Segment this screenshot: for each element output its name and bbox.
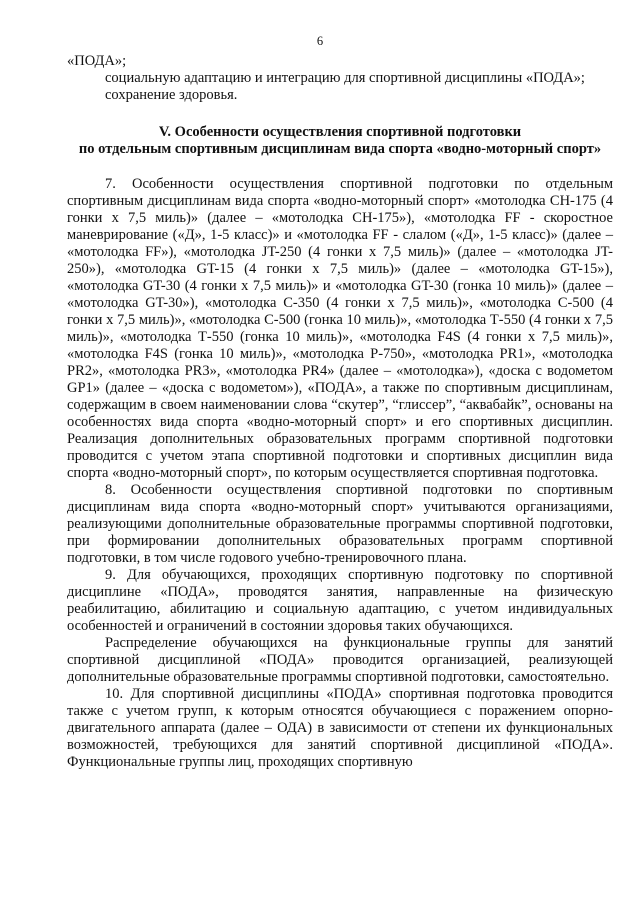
section-heading-line: по отдельным спортивным дисциплинам вида спорта «водно-моторный спорт» bbox=[78, 141, 602, 157]
paragraph-10: 10. Для спортивной дисциплины «ПОДА» спортивная подготовка проводится также с учетом групп, к которым относятся обучающиеся с поражением опорно-двигательного аппарата (далее – ОДА) в зависимости от степени их функциональных возможностей, требующихся для занятий спортивной дисциплиной «ПОДА». Функциональные группы лиц, проходящих спортивную bbox=[67, 686, 613, 770]
page-number: 6 bbox=[316, 34, 324, 48]
list-line: «ПОДА»; bbox=[67, 53, 127, 69]
section-heading bbox=[67, 124, 613, 158]
section-heading-line: V. Особенности осуществления спортивной подготовки bbox=[158, 124, 522, 140]
list-line: социальную адаптацию и интеграцию для спортивной дисциплины «ПОДА»; bbox=[105, 70, 585, 86]
document-body bbox=[67, 53, 613, 771]
list-line: сохранение здоровья. bbox=[105, 87, 238, 103]
paragraph-distribution: Распределение обучающихся на функциональные группы для занятий спортивной дисциплиной «ПОДА» проводится организацией, реализующей дополнительные образовательные программы спортивной подготовки, самостоятельно. bbox=[67, 635, 613, 685]
paragraph-9: 9. Для обучающихся, проходящих спортивную подготовку по спортивной дисциплине «ПОДА», проводятся занятия, направленные на физическую реабилитацию, абилитацию и социальную адаптацию, с учетом индивидуальных особенностей и ограничений в состоянии здоровья таких обучающихся. bbox=[67, 567, 613, 634]
paragraph-7: 7. Особенности осуществления спортивной подготовки по отдельным спортивным дисциплинам вида спорта «водно-моторный спорт» «мотолодка СН-175 (4 гонки х 7,5 миль)» (далее – «мотолодка СН-175»), «мотолодка FF - скоростное маневрирование («Д», 1-5 класс)» и «мотолодка FF - слалом («Д», 1-5 класс)» (далее – «мотолодка FF»), «мотолодка JT-250 (4 гонки х 7,5 миль)» (далее – «мотолодка JT-250»), «мотолодка GT-15 (4 гонки х 7,5 миль)» (далее – «мотолодка GT-15»), «мотолодка GT-30 (4 гонки х 7,5 миль)» и «мотолодка GT-30 (гонка 10 миль)» (далее – «мотолодка GT-30»), «мотолодка С-350 (4 гонки х 7,5 миль)», «мотолодка С-500 (4 гонки х 7,5 миль)», «мотолодка С-500 (гонка 10 миль)», «мотолодка Т-550 (4 гонки х 7,5 миль)», «мотолодка Т-550 (гонка 10 миль)», «мотолодка F4S (4 гонки х 7,5 миль)», «мотолодка F4S (гонка 10 миль)», «мотолодка Р-750», «мотолодка PR1», «мотолодка PR2», «мотолодка PR3», «мотолодка PR4» (далее – «мотолодка»), «доска с водометом GP1» (далее – «доска с водометом»), «ПОДА», а также по спортивным дисциплинам, содержащим в своем наименовании слова “скутер”, “глиссер”, “аквабайк”, основаны на особенностях вида спорта «водно-моторный спорт» и его спортивных дисциплин. Реализация дополнительных образовательных программ спортивной подготовки проводится с учетом этапа спортивной подготовки и спортивных дисциплин вида спорта «водно-моторный спорт», по которым осуществляется спортивная подготовка. bbox=[67, 176, 613, 481]
paragraph-8: 8. Особенности осуществления спортивной подготовки по спортивным дисциплинам вида спорта «водно-моторный спорт» учитываются организациями, реализующими дополнительные образовательные программы спортивной подготовки, при формировании дополнительных образовательных программ спортивной подготовки, в том числе годового учебно-тренировочного плана. bbox=[67, 482, 613, 566]
